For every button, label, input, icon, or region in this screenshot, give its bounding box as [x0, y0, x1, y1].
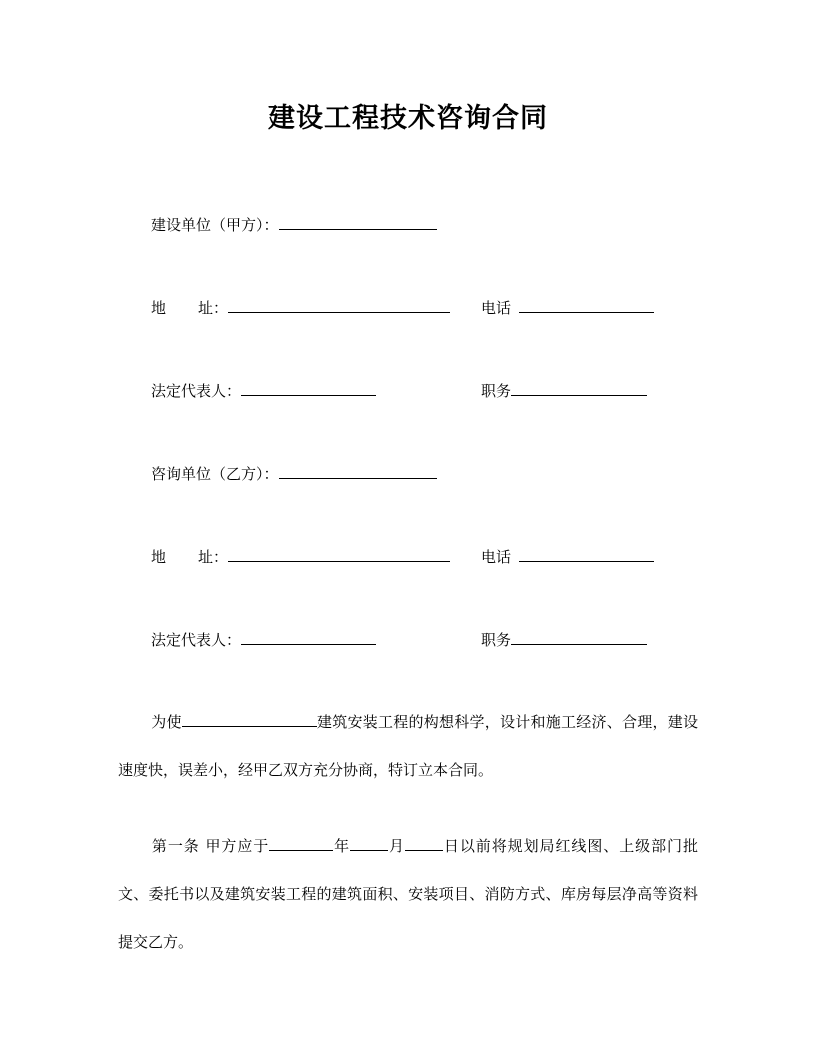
- party-a-rep-label: 法定代表人：: [151, 382, 242, 400]
- party-b-address-row: [151, 546, 450, 567]
- party-a-rep-row: [151, 380, 376, 401]
- party-b-phone-row: [481, 546, 654, 567]
- party-b-unit-blank[interactable]: [279, 463, 437, 479]
- party-b-position-blank[interactable]: [511, 629, 647, 645]
- preamble-text: 建筑安装工程的构想科学，设计和施工经济、合理，建设速度快，误差小，经甲乙双方充分协商，特订立本合同。: [118, 713, 698, 779]
- month-blank[interactable]: [350, 835, 388, 851]
- year-blank[interactable]: [269, 835, 333, 851]
- party-b-rep-row: [151, 629, 376, 650]
- document-title: 建设工程技术咨询合同: [268, 103, 548, 134]
- party-b-phone-label: 电话: [481, 548, 512, 566]
- party-a-unit-label: 建设单位（甲方）：: [151, 216, 279, 234]
- party-a-position-blank[interactable]: [511, 380, 647, 396]
- preamble-paragraph: [118, 698, 698, 794]
- article-1-text: 日以前将规划局红线图、上级部门批文、委托书以及建筑安装工程的建筑面积、安装项目、消防方式、库房每层净高等资料提交乙方。: [118, 837, 698, 951]
- party-a-address-row: [151, 297, 450, 318]
- day-blank[interactable]: [405, 835, 443, 851]
- party-a-unit-blank[interactable]: [279, 214, 437, 230]
- party-a-phone-label: 电话: [481, 299, 512, 317]
- project-name-blank[interactable]: [182, 711, 317, 727]
- party-a-position-label: 职务: [481, 382, 512, 400]
- party-b-address-label-2: 址：: [198, 548, 229, 566]
- party-a-unit-row: [151, 214, 437, 235]
- party-b-unit-label: 咨询单位（乙方）：: [151, 465, 279, 483]
- party-b-address-blank[interactable]: [228, 546, 450, 562]
- party-a-address-label-2: 址：: [198, 299, 229, 317]
- party-a-phone-row: [481, 297, 654, 318]
- party-b-rep-label: 法定代表人：: [151, 631, 242, 649]
- year-label: 年: [333, 837, 351, 855]
- party-a-rep-blank[interactable]: [241, 380, 376, 396]
- party-b-unit-row: [151, 463, 437, 484]
- party-b-position-label: 职务: [481, 631, 512, 649]
- party-a-position-row: [481, 380, 647, 401]
- party-a-phone-blank[interactable]: [519, 297, 654, 313]
- preamble-prefix: 为使: [151, 713, 182, 731]
- party-a-address-label-1: 地: [151, 299, 167, 317]
- party-a-address-blank[interactable]: [228, 297, 450, 313]
- article-1-prefix: 第一条 甲方应于: [151, 837, 270, 855]
- party-b-position-row: [481, 629, 647, 650]
- party-b-rep-blank[interactable]: [241, 629, 376, 645]
- month-label: 月: [388, 837, 405, 855]
- party-b-phone-blank[interactable]: [519, 546, 654, 562]
- article-1-paragraph: [118, 822, 698, 966]
- party-b-address-label-1: 地: [151, 548, 167, 566]
